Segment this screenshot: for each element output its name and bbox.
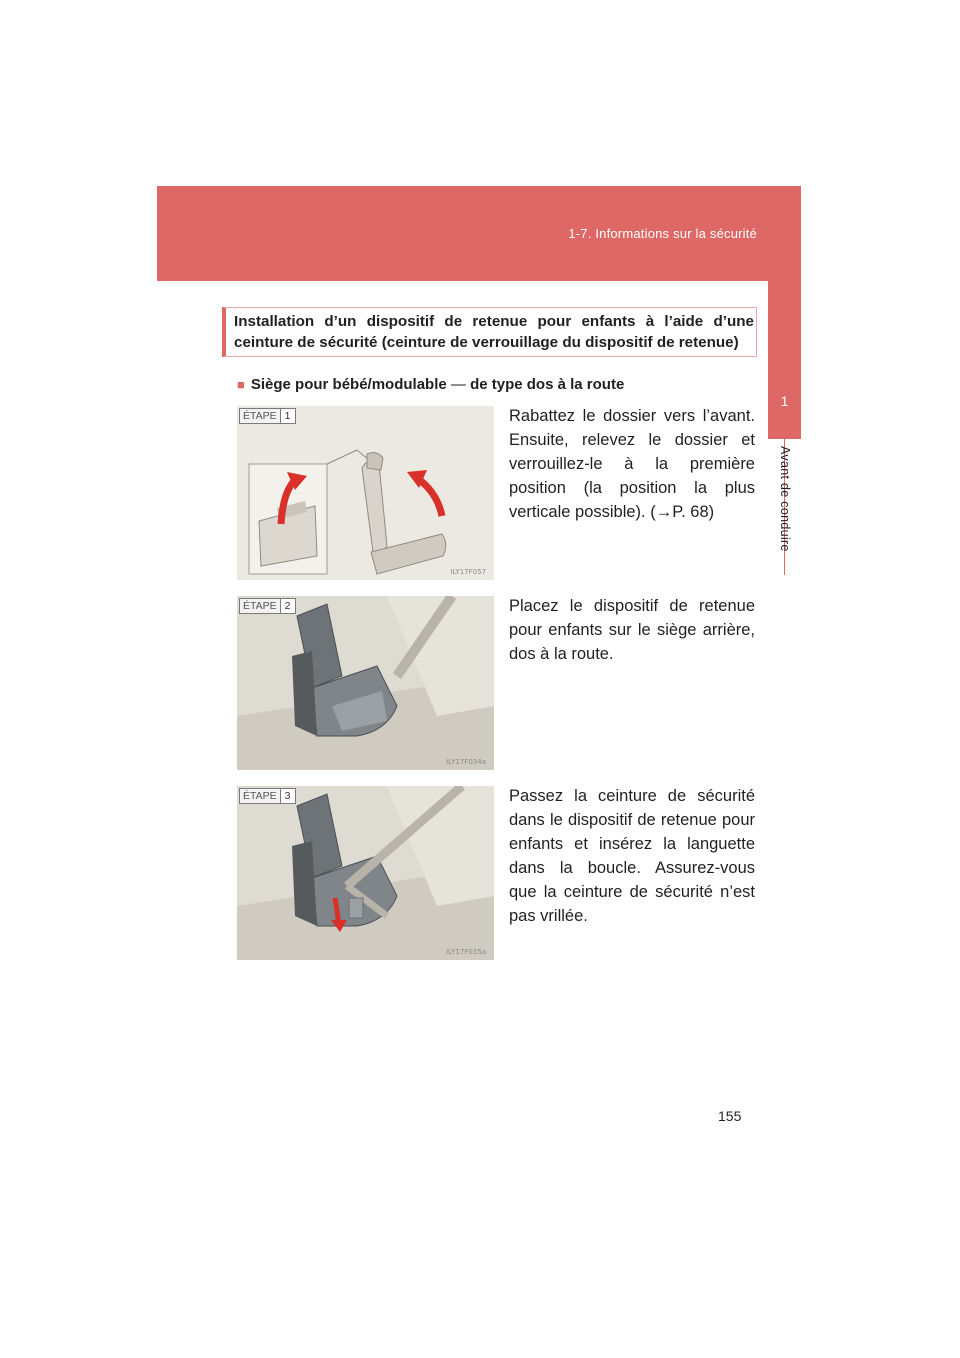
step-3-text: Passez la ceinture de sécurité dans le dispositif de retenue pour enfants et insérez la languette dans la boucle. Assurez-vous que la ceinture de sécurité n’est pas vrillée. (509, 787, 755, 925)
chapter-tab (768, 281, 801, 439)
subheading (237, 376, 624, 393)
step-2-badge-number: 2 (280, 599, 295, 613)
child-seat-placement-illustration (237, 596, 494, 770)
chapter-number: 1 (780, 393, 789, 409)
step-2-text: Placez le dispositif de retenue pour enfants sur le siège arrière, dos à la route. (509, 597, 755, 663)
step-2-badge-label: ÉTAPE (243, 600, 277, 612)
seatbelt-buckle-illustration (237, 786, 494, 960)
step-1-badge-number: 1 (280, 409, 295, 423)
step-3-illustration (237, 786, 494, 960)
seat-fold-illustration (237, 406, 494, 580)
subheading-text-after: de type dos à la route (470, 376, 625, 393)
section-header-title: 1-7. Informations sur la sécurité (568, 226, 757, 241)
section-heading-text: Installation d’un dispositif de retenue pour enfants à l’aide d’une ceinture de sécurité (ceinture de verrouillage du dispositif de retenue) (234, 313, 754, 351)
step-1-text: Rabattez le dossier vers l’avant. Ensuite, relevez le dossier et verrouillez-le à la première position (la position la plus verticale possible). (→P. 68) (509, 407, 755, 521)
step-3-badge-number: 3 (280, 789, 295, 803)
chapter-label: Avant de conduire (778, 446, 792, 552)
step-3-badge-label: ÉTAPE (243, 790, 277, 802)
step-1-illustration (237, 406, 494, 580)
step-2-image-code: ILY17F034a (446, 758, 486, 766)
step-1-badge (239, 408, 296, 424)
step-3-image-code: ILY17F035a (446, 948, 486, 956)
subheading-text-before: Siège pour bébé/modulable (250, 376, 447, 393)
subheading-dash: — (450, 376, 466, 393)
square-bullet-icon: ■ (237, 377, 245, 392)
step-3-badge (239, 788, 296, 804)
step-1-image-code: ILY17F057 (450, 568, 486, 576)
step-2-badge (239, 598, 296, 614)
section-heading-box (222, 307, 757, 357)
page-number: 155 (718, 1108, 742, 1124)
header-band (157, 186, 801, 281)
step-2-illustration (237, 596, 494, 770)
step-1-badge-label: ÉTAPE (243, 410, 277, 422)
